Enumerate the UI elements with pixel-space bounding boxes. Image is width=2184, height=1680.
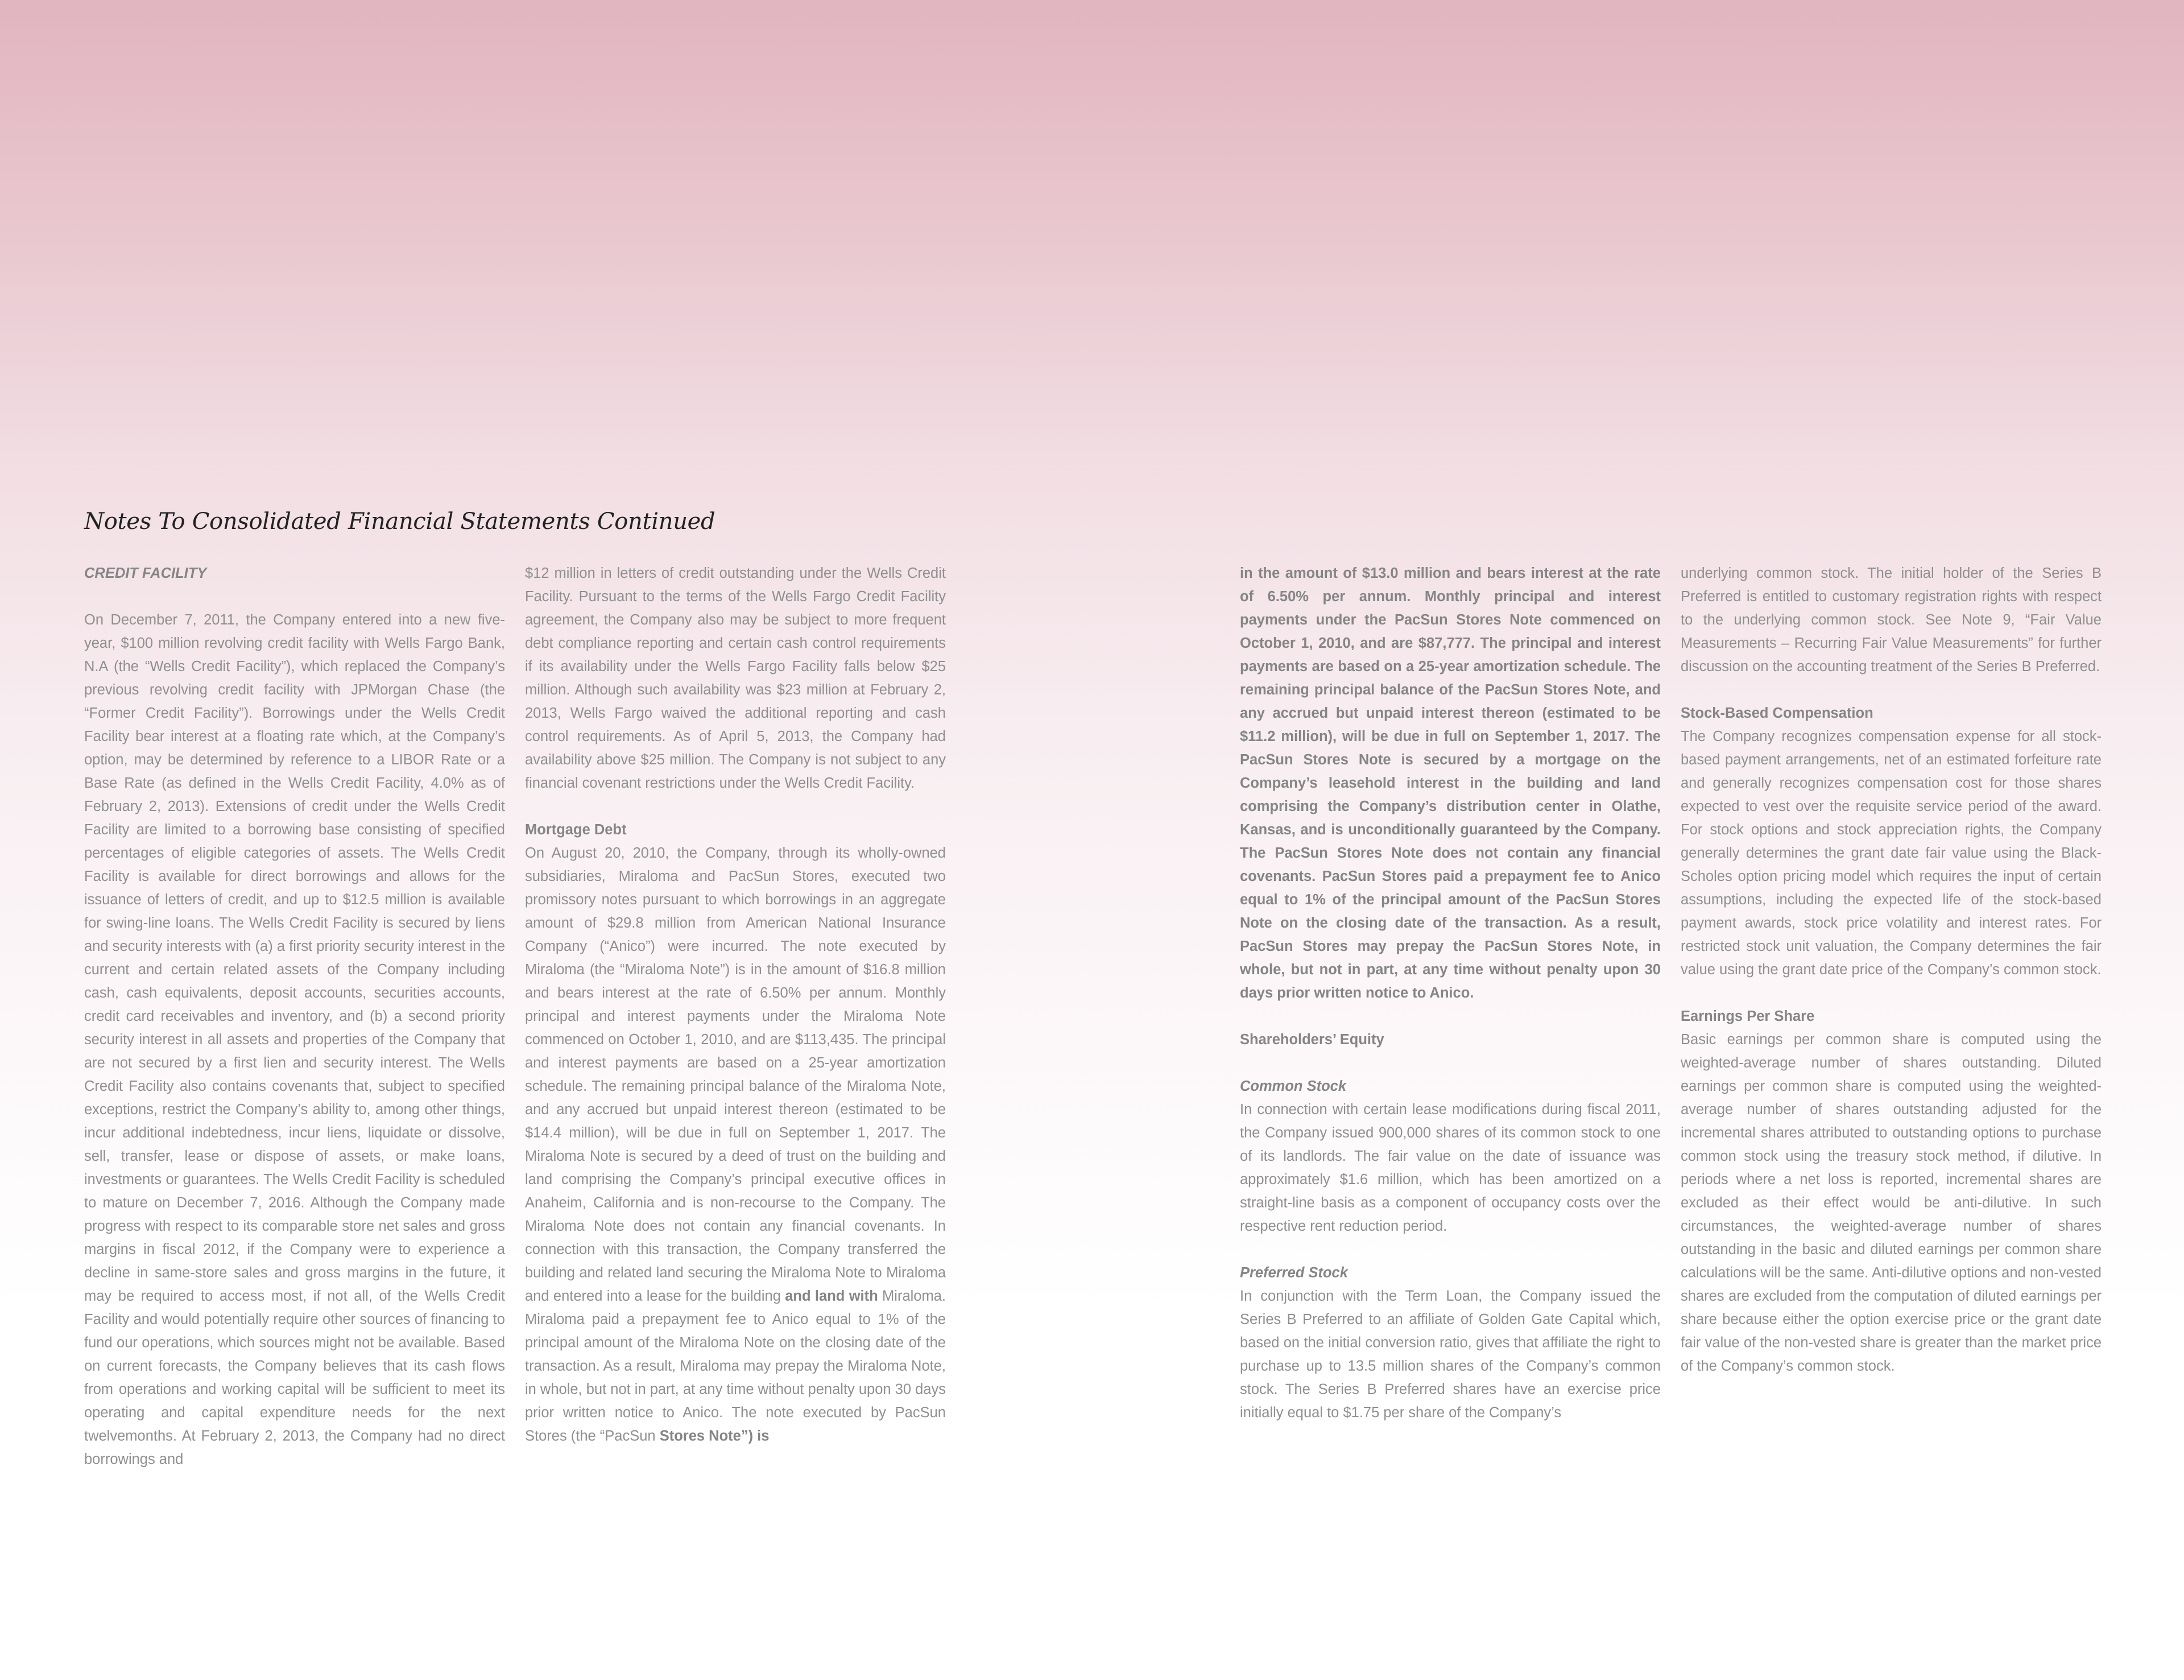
spacer	[84, 585, 505, 609]
column-1	[84, 562, 505, 1471]
column-4	[1681, 562, 2102, 1378]
spacer	[1240, 1238, 1661, 1261]
credit-facility-paragraph: On December 7, 2011, the Company entered into a new five-year, $100 million revolving credit facility with Wells Fargo Bank, N.A (the “Wells Credit Facility”), which replaced the Company’s previous revolving credit facility with JPMorgan Chase (the “Former Credit Facility”). Borrowings under the Wells Credit Facility bear interest at a floating rate which, at the Company’s option, may be determined by reference to a LIBOR Rate or a Base Rate (as defined in the Wells Credit Facility, 4.0% as of February 2, 2013). Extensions of credit under the Wells Credit Facility are limited to a borrowing base consisting of specified percentages of eligible categories of assets. The Wells Credit Facility is available for direct borrowings and allows for the issuance of letters of credit, and up to $12.5 million is available for swing-line loans. The Wells Credit Facility is secured by liens and security interests with (a) a first priority security interest in the current and certain related assets of the Company including cash, cash equivalents, deposit accounts, securities accounts, credit card receivables and inventory, and (b) a second priority security interest in all assets and properties of the Company that are not secured by a first lien and security interest. The Wells Credit Facility also contains covenants that, subject to specified exceptions, restrict the Company’s ability to, among other things, incur additional indebtedness, incur liens, liquidate or dissolve, sell, transfer, lease or dispose of assets, or make loans, investments or guarantees. The Wells Credit Facility is scheduled to mature on December 7, 2016. Although the Company made progress with respect to its comparable store net sales and gross margins in fiscal 2012, if the Company were to experience a decline in same-store sales and gross margins in the future, it may be required to access most, if not all, of the Wells Credit Facility and would potentially require other sources of financing to fund our operations, which sources might not be available. Based on current forecasts, the Company believes that its cash flows from operations and working capital will be sufficient to meet its operating and capital expenditure needs for the next twelvemonths. At February 2, 2013, the Company had no direct borrowings and	[84, 612, 505, 1467]
credit-facility-heading: CREDIT FACILITY	[84, 565, 207, 581]
column-3	[1240, 562, 1661, 1425]
common-stock-paragraph: In connection with certain lease modifications during fiscal 2011, the Company issued 900,000 shares of its common stock to one of its landlords. The fair value on the date of issuance was approximately $1.6 million, which has been amortized on a straight-line basis as a component of occupancy costs over the respective rent reduction period.	[1240, 1102, 1661, 1234]
earnings-per-share-paragraph: Basic earnings per common share is computed using the weighted-average number of shares outstanding. Diluted earnings per common share is computed using the weighted-average number of shares outstanding adjusted for the incremental shares attributed to outstanding options to purchase common stock using the treasury stock method, if dilutive. In periods where a net loss is reported, incremental shares are excluded as their effect would be anti-dilutive. In such circumstances, the weighted-average number of shares outstanding in the basic and diluted earnings per common share calculations will be the same. Anti-dilutive options and non-vested shares are excluded from the computation of diluted earnings per share because either the option exercise price or the grant date fair value of the non-vested share is greater than the market price of the Company’s common stock.	[1681, 1032, 2102, 1374]
spacer	[1240, 1052, 1661, 1075]
common-stock-heading: Common Stock	[1240, 1078, 1347, 1094]
pacsun-note-paragraph: in the amount of $13.0 million and bears interest at the rate of 6.50% per annum. Monthly principal and interest payments under the PacSun Stores Note commenced on October 1, 2010, and are $87,777. The principal and interest payments are based on a 25-year amortization schedule. The remaining principal balance of the PacSun Stores Note, and any accrued but unpaid interest thereon (estimated to be $11.2 million), will be due in full on September 1, 2017. The PacSun Stores Note is secured by a mortgage on the Company’s leasehold interest in the building and land comprising the Company’s distribution center in Olathe, Kansas, and is unconditionally guaranteed by the Company. The PacSun Stores Note does not contain any financial covenants. PacSun Stores paid a prepayment fee to Anico equal to 1% of the principal amount of the PacSun Stores Note on the closing date of the transaction. As a result, PacSun Stores may prepay the PacSun Stores Note, in whole, but not in part, at any time without penalty upon 30 days prior written notice to Anico.	[1240, 565, 1661, 1001]
mortgage-debt-bold-run: Stores Note”) is	[659, 1428, 770, 1444]
earnings-per-share-heading: Earnings Per Share	[1681, 1008, 1815, 1024]
stock-based-compensation-paragraph: The Company recognizes compensation expense for all stock-based payment arrangements, net of an estimated forfeiture rate and generally recognizes compensation cost for those shares expected to vest over the requisite service period of the award. For stock options and stock appreciation rights, the Company generally determines the grant date fair value using the Black- Scholes option pricing model which requires the input of certain assumptions, including the expected life of the stock-based payment awards, stock price volatility and interest rates. For restricted stock unit valuation, the Company determines the fair value using the grant date price of the Company’s common stock.	[1681, 729, 2102, 978]
mortgage-debt-bold-run: and land with	[785, 1288, 878, 1304]
mortgage-debt-paragraph	[525, 842, 946, 1448]
spacer	[1681, 678, 2102, 702]
mortgage-debt-text-continued: Miraloma. Miraloma paid a prepayment fee to Anico equal to 1% of the principal amount of the Miraloma Note on the closing date of the transaction. As a result, Miraloma may prepay the Miraloma Note, in whole, but not in part, at any time without penalty upon 30 days prior written notice to Anico. The note executed by PacSun Stores (the “PacSun	[525, 1288, 946, 1444]
spacer	[525, 795, 946, 818]
shareholders-equity-heading: Shareholders’ Equity	[1240, 1032, 1384, 1048]
column-2	[525, 562, 946, 1448]
mortgage-debt-heading: Mortgage Debt	[525, 822, 627, 838]
preferred-stock-paragraph-continued: underlying common stock. The initial holder of the Series B Preferred is entitled to customary registration rights with respect to the underlying common stock. See Note 9, “Fair Value Measurements – Recurring Fair Value Measurements” for further discussion on the accounting treatment of the Series B Preferred.	[1681, 565, 2102, 675]
mortgage-debt-text: On August 20, 2010, the Company, through its wholly-owned subsidiaries, Miraloma and PacSun Stores, executed two promissory notes pursuant to which borrowings in an aggregate amount of $29.8 million from American National Insurance Company (“Anico”) were incurred. The note executed by Miraloma (the “Miraloma Note”) is in the amount of $16.8 million and bears interest at the rate of 6.50% per annum. Monthly principal and interest payments under the Miraloma Note commenced on October 1, 2010, and are $113,435. The principal and interest payments are based on a 25-year amortization schedule. The remaining principal balance of the Miraloma Note, and any accrued but unpaid interest thereon (estimated to be $14.4 million), will be due in full on September 1, 2017. The Miraloma Note is secured by a deed of trust on the building and land comprising the Company’s principal executive offices in Anaheim, California and is non-recourse to the Company. The Miraloma Note does not contain any financial covenants. In connection with this transaction, the Company transferred the building and related land securing the Miraloma Note to Miraloma and entered into a lease for the building	[525, 845, 946, 1304]
stock-based-compensation-heading: Stock-Based Compensation	[1681, 705, 1873, 721]
preferred-stock-paragraph: In conjunction with the Term Loan, the Company issued the Series B Preferred to an affiliate of Golden Gate Capital which, based on the initial conversion ratio, gives that affiliate the right to purchase up to 13.5 million shares of the Company’s common stock. The Series B Preferred shares have an exercise price initially equal to $1.75 per share of the Company’s	[1240, 1288, 1661, 1421]
spacer	[1240, 1005, 1661, 1028]
credit-facility-paragraph-continued: $12 million in letters of credit outstanding under the Wells Credit Facility. Pursuant to the terms of the Wells Fargo Credit Facility agreement, the Company also may be subject to more frequent debt compliance reporting and certain cash control requirements if its availability under the Wells Fargo Facility falls below $25 million. Although such availability was $23 million at February 2, 2013, Wells Fargo waived the additional reporting and cash control requirements. As of April 5, 2013, the Company had availability above $25 million. The Company is not subject to any financial covenant restrictions under the Wells Credit Facility.	[525, 565, 946, 791]
page-title: Notes To Consolidated Financial Statements Continued	[84, 508, 715, 535]
preferred-stock-heading: Preferred Stock	[1240, 1265, 1348, 1281]
spacer	[1681, 982, 2102, 1005]
